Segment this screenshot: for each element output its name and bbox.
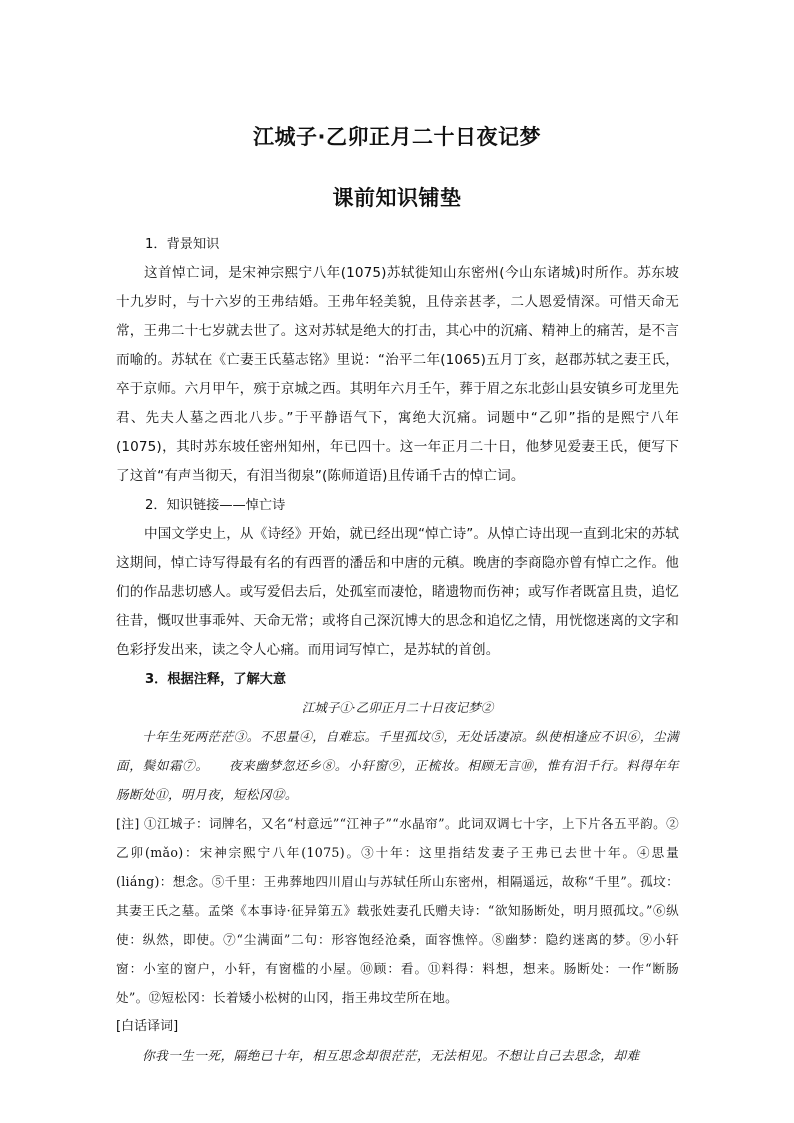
document-body xyxy=(116,230,679,1070)
section2-text: 中国文学史上，从《诗经》开始，就已经出现“悼亡诗”。从悼亡诗出现一直到北宋的苏轼这期间，悼亡诗写得最有名的有西晋的潘岳和中唐的元稹。晚唐的李商隐亦曾有悼亡之作。他们的作品悲切感人。或写爱侣去后，处孤室而凄怆，睹遗物而伤神；或写作者既富且贵，追忆往昔，慨叹世事乖舛、天命无常；或将自己深沉博大的思念和追忆之情，用恍惚迷离的文字和色彩抒发出来，读之令人心痛。而用词写悼亡，是苏轼的首创。 xyxy=(116,526,679,658)
section1-heading: 1．背景知识 xyxy=(145,237,220,252)
page-title: 江城子·乙卯正月二十日夜记梦 xyxy=(253,125,541,149)
notes-text: ①江城子：词牌名，又名“村意远”“江神子”“水晶帘”。此词双调七十字，上下片各五平韵。②乙卯(mǎo)：宋神宗熙宁八年(1075)。③十年：这里指结发妻子王弗已去世十年。④思量(liáng)：想念。⑤千里：王弗葬地四川眉山与苏轼任所山东密州，相隔遥远，故称“千里”。孤坟：其妻王氏之墓。孟棨《本事诗·征异第五》载张姓妻孔氏赠夫诗：“欲知肠断处，明月照孤坟。”⑥纵使：纵然，即使。⑦“尘满面”二句：形容饱经沧桑，面容憔悴。⑧幽梦：隐约迷离的梦。⑨小轩窗：小室的窗户，小轩，有窗槛的小屋。⑩顾：看。⑪料得：料想，想来。肠断处：一作“断肠处”。⑫短松冈：长着矮小松树的山冈，指王弗坟茔所在地。 xyxy=(116,816,679,1005)
section1-text: 这首悼亡词，是宋神宗熙宁八年(1075)苏轼徙知山东密州(今山东诸城)时所作。苏东坡十九岁时，与十六岁的王弗结婚。王弗年轻美貌，且侍亲甚孝，二人恩爱情深。可惜天命无常，王弗二十七岁就去世了。这对苏轼是绝大的打击，其心中的沉痛、精神上的痛苦，是不言而喻的。苏轼在《亡妻王氏墓志铭》里说：“治平二年(1065)五月丁亥，赵郡苏轼之妻王氏，卒于京师。六月甲午，殡于京城之西。其明年六月壬午，葬于眉之东北彭山县安镇乡可龙里先君、先夫人墓之西北八步。”于平静语气下，寓绝大沉痛。词题中“乙卯”指的是熙宁八年(1075)，其时苏东坡任密州知州，年已四十。这一年正月二十日，他梦见爱妻王氏，便写下了这首“有声当彻天，有泪当彻泉”(陈师道语)且传诵千古的悼亡词。 xyxy=(116,265,679,484)
translation-label: [白话译词] xyxy=(116,1019,179,1034)
notes-paragraph xyxy=(116,809,679,1012)
poem-text: 十年生死两茫茫③。不思量④，自难忘。千里孤坟⑤，无处话凄凉。纵使相逢应不识⑥，尘满面，鬓如霜⑦。 夜来幽梦忽还乡⑧。小轩窗⑨，正梳妆。相顾无言⑩，惟有泪千行。料得年年肠断处⑪，明月夜，短松冈⑫。 xyxy=(116,729,679,802)
notes-label: [注] xyxy=(116,816,140,831)
section2-heading: 2．知识链接——悼亡诗 xyxy=(145,498,286,513)
section3-heading: 3．根据注释，了解大意 xyxy=(145,672,287,687)
poem-title: 江城子①·乙卯正月二十日夜记梦② xyxy=(301,700,494,715)
page-subtitle: 课前知识铺垫 xyxy=(332,186,462,210)
translation-text: 你我一生一死，隔绝已十年，相互思念却很茫茫，无法相见。不想让自己去思念，却难 xyxy=(142,1048,640,1063)
